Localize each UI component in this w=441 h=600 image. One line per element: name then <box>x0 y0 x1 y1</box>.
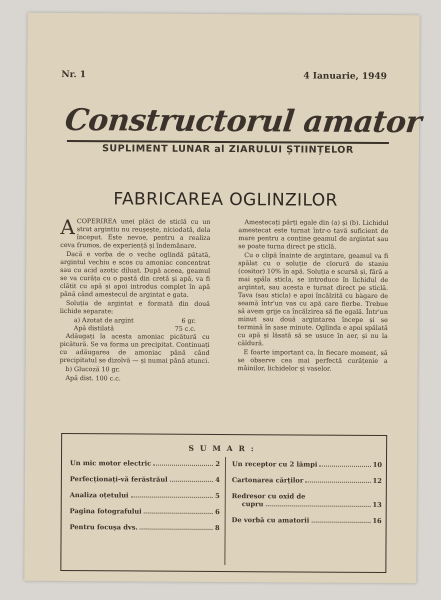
issue-date: 4 Ianuarie, 1949 <box>303 71 387 83</box>
formula-name: Apă distilată <box>73 325 115 333</box>
article-paragraph: E foarte important ca, în fiecare moment, să se observe cea mai perfectă curățenie a mâinilor, lichidelor și vaselor. <box>237 349 388 373</box>
toc-item[interactable]: Un receptor cu 2 lămpi 10 <box>231 460 383 469</box>
issue-number: Nr. 1 <box>61 70 87 81</box>
article-paragraph: Soluția de argintat e formată din două lichide separate: <box>59 300 210 316</box>
article-paragraph: Adăugați la acesta amoniac picătură cu picătură. Se va forma un precipitat. Continuați cu adăugarea de amoniac până când precipitatul se dizolvă — și numai până atunci. <box>59 333 210 365</box>
formula-name: a) Azotat de argint <box>73 317 134 325</box>
article-paragraph: b) Glucoză 10 gr. <box>65 366 120 374</box>
toc-title: SUMAR: <box>188 443 260 454</box>
formula-qty: 75 c.c. <box>174 325 196 333</box>
toc-item[interactable]: Pentru focușa dvs. 8 <box>69 523 220 532</box>
masthead-subtitle: SUPLIMENT LUNAR al ZIARULUI ȘTIINȚELOR <box>67 140 389 157</box>
magazine-page <box>24 13 423 583</box>
toc-item[interactable]: Perfecționați-vă ferăstrăul 4 <box>69 475 220 484</box>
article-paragraph-text: COPERIREA unei plăci de sticlă cu un strat argintiu nu reușește, niciodată, dela început. Este nevoe, pentru a realiza ceva frumos, de experiență și îndemânare. <box>60 218 211 250</box>
toc-item[interactable]: Un mic motor electric 2 <box>69 459 221 468</box>
article-paragraph: Amestecați părți egale din (a) și (b). Lichidul amestecat este turnat într-o tavă suficient de mare pentru a conține geamul de argintat sau se poate turna direct pe sticlă. <box>238 219 389 251</box>
toc-divider <box>224 457 226 565</box>
article-paragraph: Dacă e vorba de o veche oglindă pătată, argintul vechiu e scos cu amoniac concentrat sau cu acid azotic diluat. După aceea, geamul se va curăța cu o pastă din cretă și apă, va fi clătit cu apă și apoi introdus complet în apă până când amestecul de argintat e gata. <box>59 251 211 299</box>
article-paragraph <box>60 215 211 251</box>
toc-item[interactable]: Pagina fotografului 6 <box>69 507 220 516</box>
article-column-right <box>238 219 389 375</box>
toc-item[interactable]: De vorbă cu amatorii 16 <box>231 516 382 525</box>
toc-column-right <box>232 460 382 533</box>
toc-item[interactable]: Cartonarea cărților 12 <box>231 476 382 485</box>
article-paragraph: Cu o clipă înainte de argintare, geamul va fi spălat cu o soluție de clorură de staniu (cositor) 10% în apă. Soluția e scursă și, fără a mai spăla sticla, se introduce în lichidul de argintat, sau acesta e turnat direct pe sticlă. Tava (sau sticla) e apoi încălzită cu bàgare de seamă într'un vas cu apă care fierbe. Trebue să avem grije ca încălzirea să fie egală. Într'un minut sau două argintarea începe și se termină în șase minute. Oglinda e apoi spălată cu apă și lăsată să se usuce în aer, și nu la căldură. <box>237 252 389 348</box>
formula-qty: 6 gr. <box>181 317 196 325</box>
toc-item[interactable]: Analiza oțetului 5 <box>69 491 220 500</box>
article-title: FABRICAREA OGLINZILOR <box>113 189 338 211</box>
toc-column-left <box>70 459 220 540</box>
table-of-contents <box>60 433 387 573</box>
drop-cap: A <box>60 215 75 240</box>
article-paragraph: Apă dist. 100 c.c. <box>65 375 121 383</box>
toc-item[interactable]: cupru 13 <box>241 500 382 509</box>
article-column-left <box>59 215 211 385</box>
toc-item[interactable]: Redresor cu oxid de <box>231 492 306 501</box>
masthead-title: Constructorul amator <box>63 103 423 141</box>
